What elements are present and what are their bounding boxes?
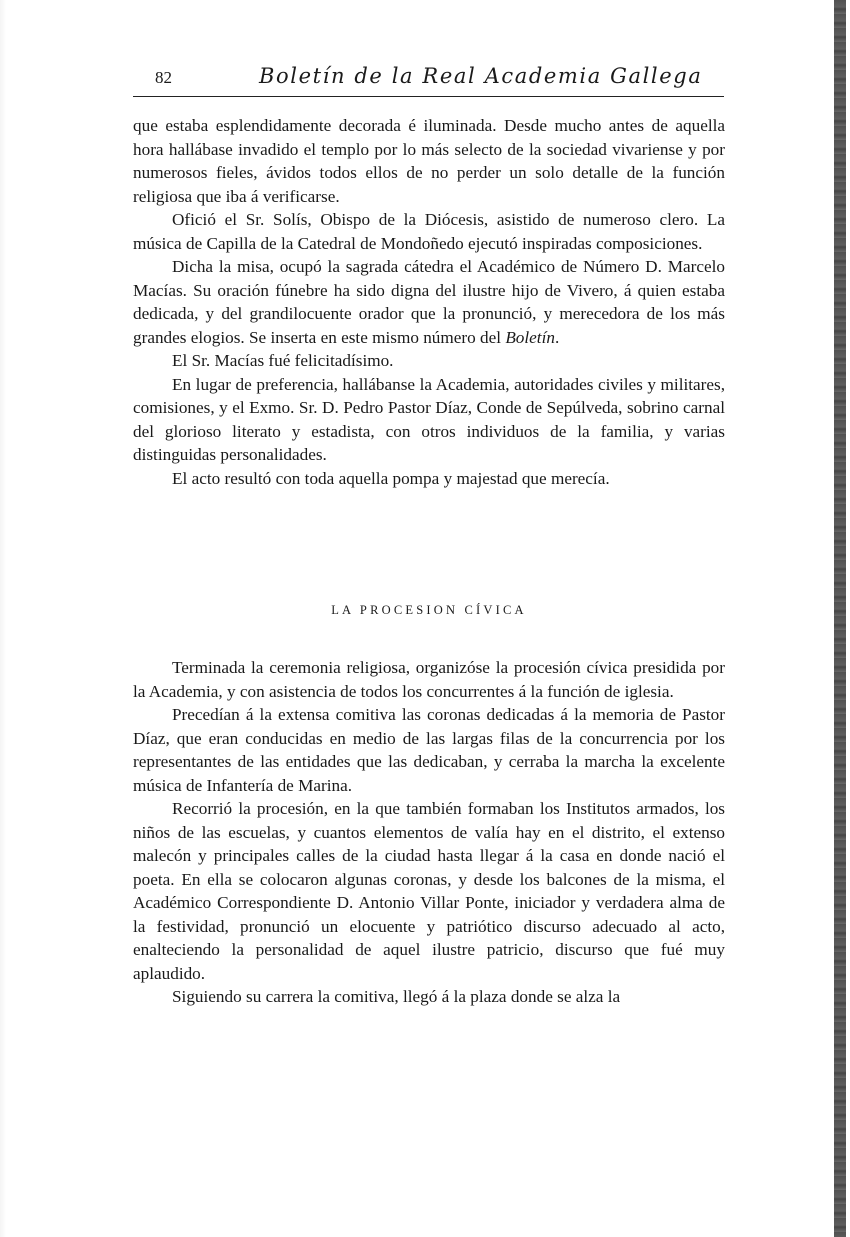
procession-paragraph-wreaths: Precedían á la extensa comitiva las coronas dedicadas á la memoria de Pastor Díaz, que eran conducidas en medio de las largas filas de la concurrencia por los representantes de las entidades que las dedicaban, y cerraba la marcha la excelente música de Infantería de Marina. [133,705,725,795]
scan-right-binding-edge [834,0,846,1237]
body-paragraph-sermon [133,255,725,349]
scan-right-margin [846,0,850,1237]
scan-left-edge [0,0,6,1237]
sermon-text: Dicha la misa, ocupó la sagrada cátedra el Académico de Número D. Marcelo Macías. Su oración fúnebre ha sido digna del ilustre hijo de Vivero, á quien estaba dedicada, y del grandilocuente orador que la pronunció, y merecedora de los más grandes elogios. Se inserta en este mismo número del [133,257,725,347]
body-paragraph-congratulations: El Sr. Macías fué felicitadísimo. [172,351,394,370]
section-heading: LA PROCESION CÍVICA [331,603,527,617]
body-paragraph-continued: que estaba esplendidamente decorada é iluminada. Desde mucho antes de aquella hora hallábase invadido el templo por lo más selecto de la sociedad vivariense y por numerosos fieles, ávidos todos ellos de no perder un solo detalle de la función religiosa que iba á verificarse. [133,116,725,206]
body-paragraph-mass: Ofició el Sr. Solís, Obispo de la Diócesis, asistido de numeroso clero. La música de Capilla de la Catedral de Mondoñedo ejecutó inspiradas composiciones. [133,210,725,253]
boletin-italic-title: Boletín [505,327,555,347]
body-text-top [133,114,725,490]
procession-paragraph-start: Terminada la ceremonia religiosa, organizóse la procesión cívica presidida por la Academia, y con asistencia de todos los concurrentes á la función de iglesia. [133,658,725,701]
procession-paragraph-route: Recorrió la procesión, en la que también formaban los Institutos armados, los niños de las escuelas, y cuantos elementos de valía hay en el distrito, el extenso malecón y principales calles de la ciudad hasta llegar á la casa en donde nació el poeta. En ella se colocaron algunas coronas, y desde los balcones de la misma, el Académico Correspondiente D. Antonio Villar Ponte, iniciador y verdadera alma de la festividad, pronunció un elocuente y patriótico discurso adecuado al acto, enalteciendo la personalidad de aquel ilustre patricio, discurso que fué muy aplaudido. [133,799,725,983]
procession-paragraph-continued: Siguiendo su carrera la comitiva, llegó á la plaza donde se alza la [172,987,621,1006]
body-paragraph-attendees: En lugar de preferencia, hallábanse la Academia, autoridades civiles y militares, comisiones, y el Exmo. Sr. D. Pedro Pastor Díaz, Conde de Sepúlveda, sobrino carnal del glorioso literato y estadista, con otros individuos de la familia, y varias distinguidas personalidades. [133,374,725,464]
sermon-end-punctuation: . [554,327,560,347]
running-title: Boletín de la Real Academia Gallega [259,64,703,88]
body-paragraph-ceremony-end: El acto resultó con toda aquella pompa y majestad que merecía. [172,468,610,488]
page-number: 82 [155,68,172,87]
body-text-procession [133,656,725,1009]
page-header [133,62,724,97]
